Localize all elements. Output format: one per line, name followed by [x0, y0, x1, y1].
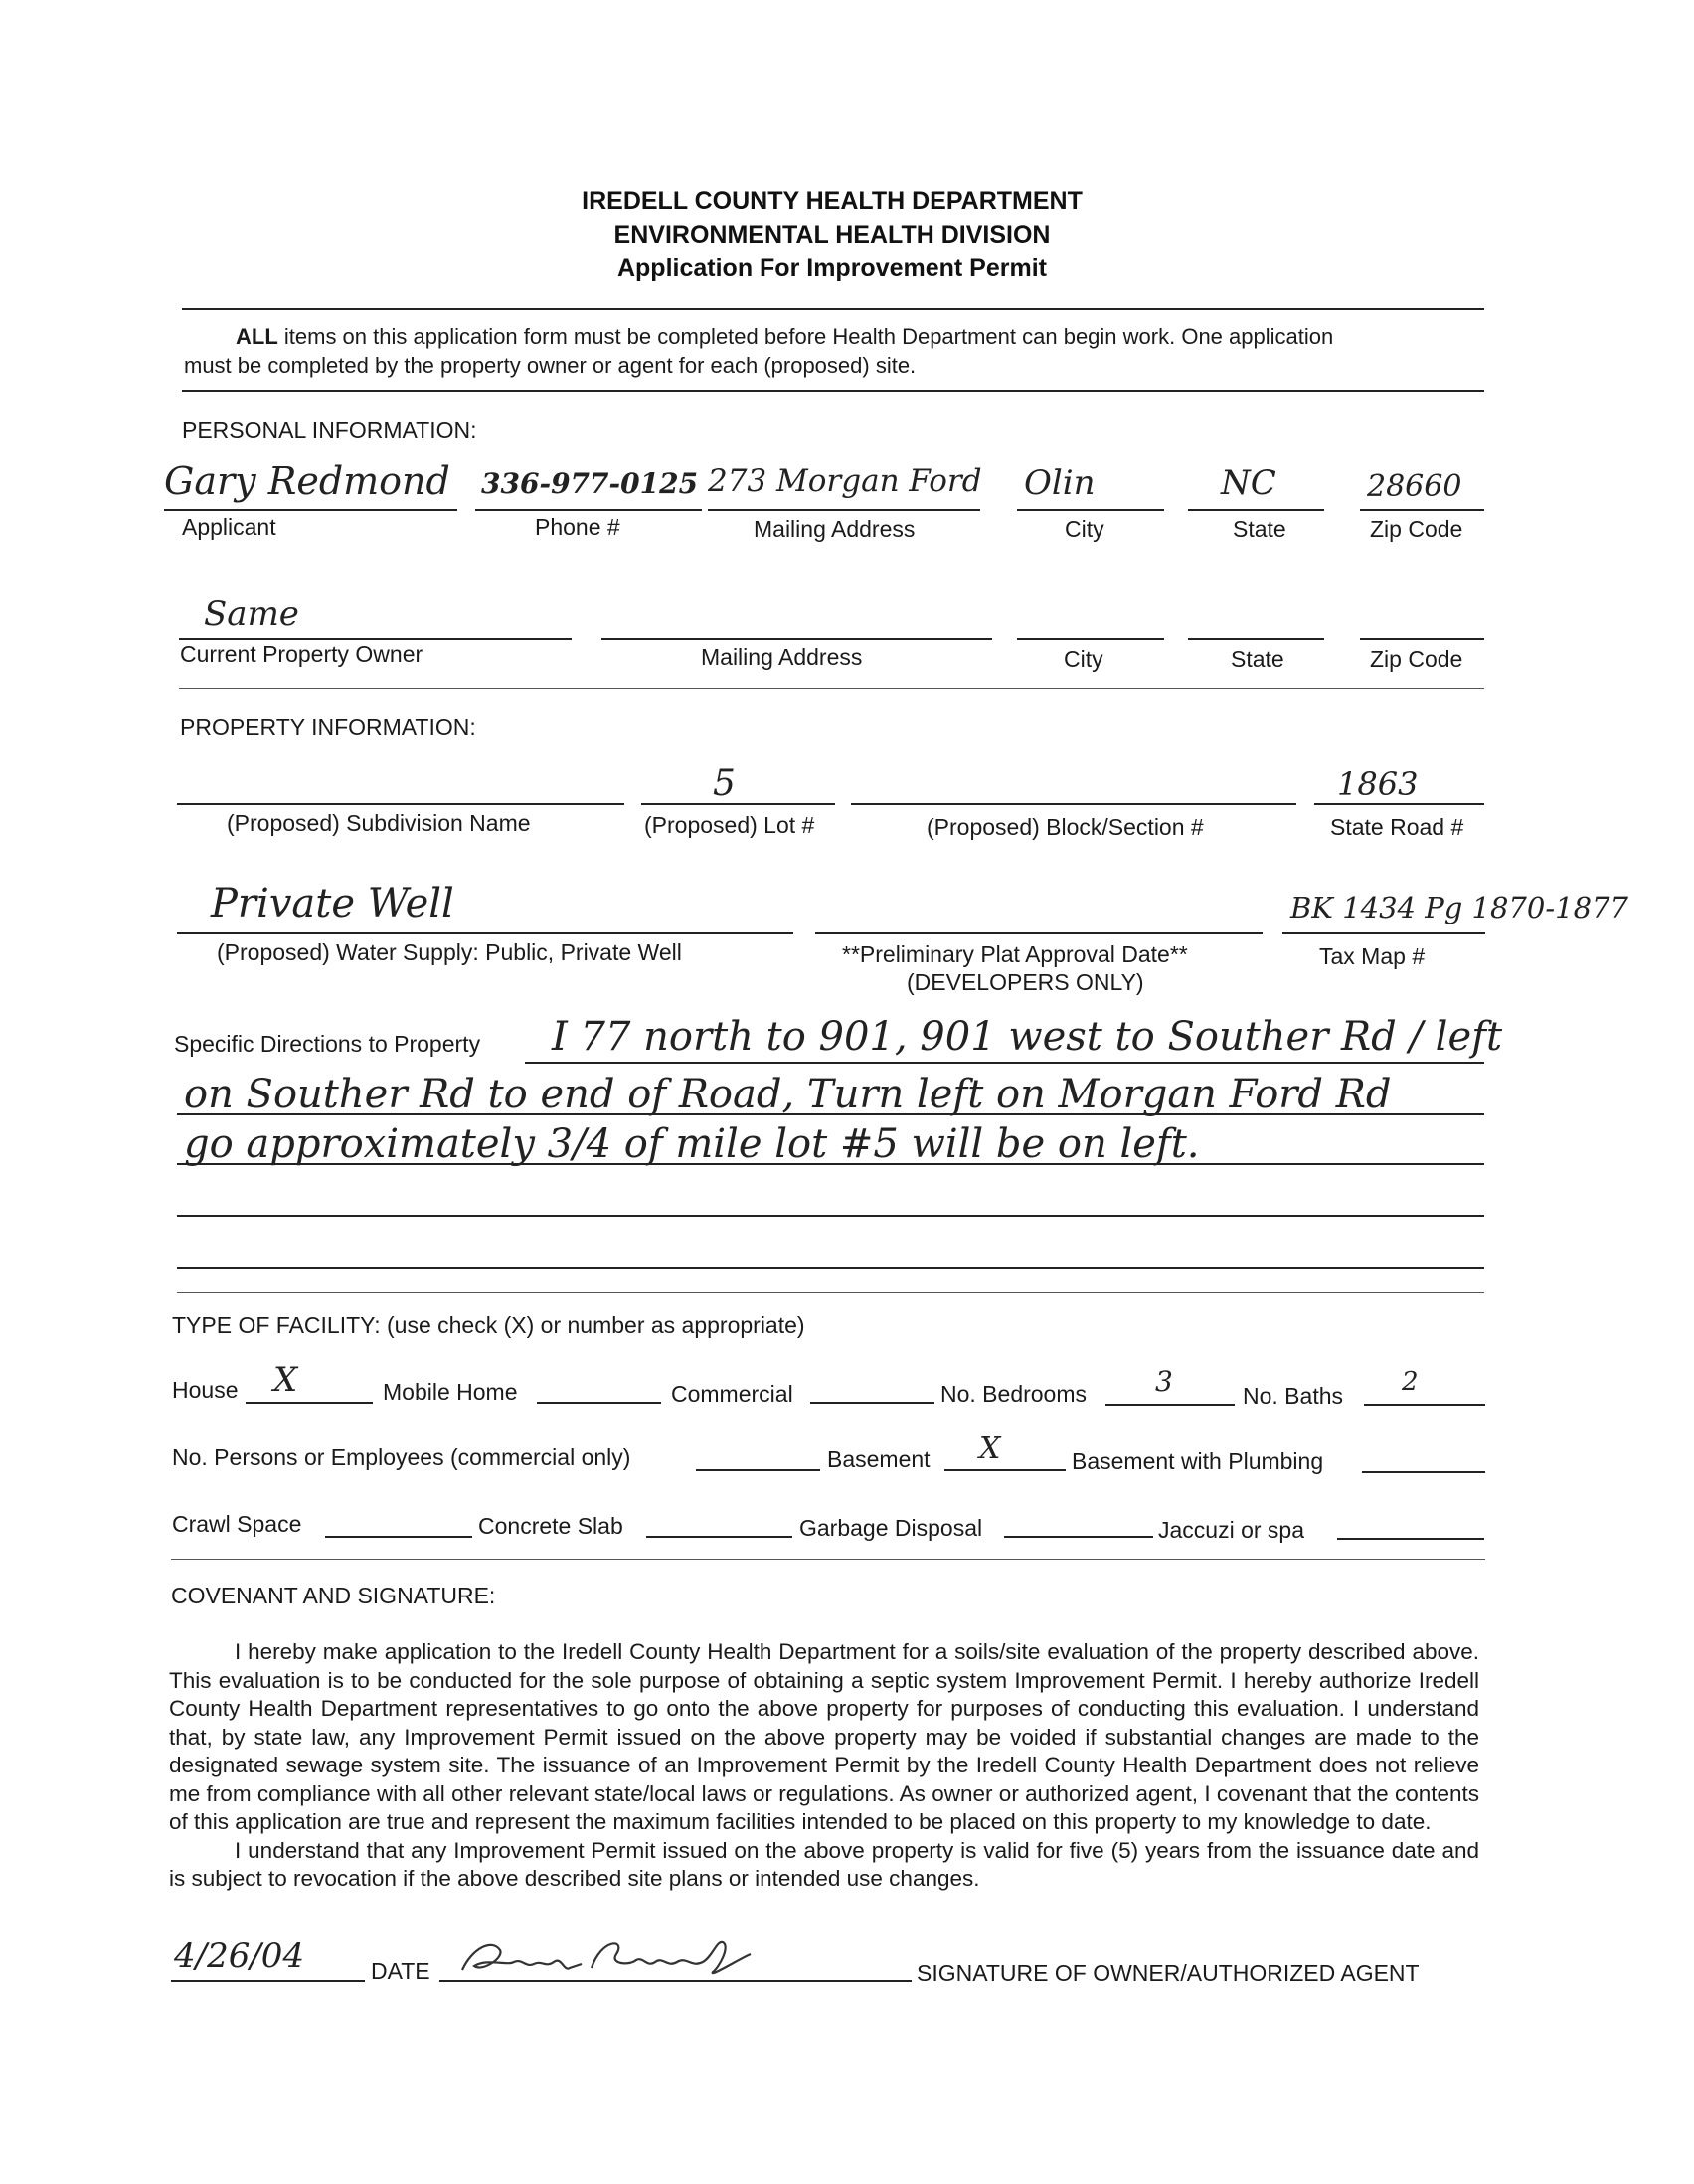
- water-supply-value: Private Well: [211, 881, 454, 926]
- applicant-phone-value: 336-977-0125: [481, 467, 699, 500]
- signature-label: SIGNATURE OF OWNER/AUTHORIZED AGENT: [917, 1960, 1420, 1986]
- lot-value: 5: [713, 763, 736, 804]
- applicant-label: Applicant: [182, 514, 276, 540]
- state-road-label: State Road #: [1330, 814, 1464, 840]
- owner-value: Same: [204, 594, 299, 634]
- current-owner-label: Current Property Owner: [180, 641, 424, 667]
- city-label: City: [1065, 516, 1104, 542]
- owner-signature: [452, 1929, 770, 1993]
- zip-code-label: Zip Code: [1370, 516, 1463, 542]
- crawl-space-label: Crawl Space: [172, 1511, 302, 1537]
- bedrooms-label: No. Bedrooms: [940, 1381, 1088, 1407]
- owner-state-label: State: [1231, 646, 1284, 672]
- garbage-disposal-label: Garbage Disposal: [799, 1515, 983, 1541]
- water-supply-label: (Proposed) Water Supply: Public, Private Well: [217, 939, 682, 965]
- commercial-label: Commercial: [671, 1381, 793, 1407]
- mobile-home-label: Mobile Home: [383, 1379, 518, 1405]
- mailing-address-label: Mailing Address: [754, 516, 916, 542]
- division-title: ENVIRONMENTAL HEALTH DIVISION: [613, 221, 1051, 249]
- basement-value: X: [979, 1431, 1001, 1466]
- property-info-heading: PROPERTY INFORMATION:: [180, 714, 476, 740]
- intro-line-1: [236, 324, 1333, 350]
- state-label: State: [1233, 516, 1286, 542]
- house-label: House: [172, 1377, 239, 1403]
- state-road-value: 1863: [1337, 765, 1419, 803]
- jacuzzi-label: Jaccuzi or spa: [1158, 1517, 1305, 1543]
- subdivision-label: (Proposed) Subdivision Name: [227, 810, 531, 836]
- tax-map-label: Tax Map #: [1319, 943, 1426, 969]
- house-value: X: [273, 1360, 298, 1400]
- baths-label: No. Baths: [1243, 1383, 1343, 1409]
- covenant-paragraph-1: I hereby make application to the Iredell County Health Department for a soils/site evaluation of the property described above. This evaluation is to be conducted for the sole purpose of obtaining a septic system Improvement Permit. I hereby authorize Iredell County Health Department representatives to go onto the above property for purposes of conducting this evaluation. I understand that, by state law, any Improvement Permit issued on the above property may be voided if substantial changes are made to the designated sewage system site. The issuance of an Improvement Permit by the Iredell County Health Department does not relieve me from compliance with all other relevant state/local laws or regulations. As owner or authorized agent, I covenant that the contents of this application are true and represent the maximum facilities intended to be placed on this property to my knowledge to date.: [169, 1639, 1479, 1834]
- applicant-city-value: Olin: [1024, 463, 1096, 503]
- owner-address-label: Mailing Address: [701, 644, 863, 670]
- owner-city-label: City: [1064, 646, 1103, 672]
- plat-approval-label: **Preliminary Plat Approval Date**: [842, 941, 1188, 967]
- covenant-paragraph-2: I understand that any Improvement Permit issued on the above property is valid for five (5) years from the issuance date and is subject to revocation if the above described site plans or intended use changes.: [169, 1837, 1479, 1891]
- directions-line-1: I 77 north to 901, 901 west to Souther Rd / left: [552, 1014, 1503, 1060]
- facility-heading: TYPE OF FACILITY: (use check (X) or number as appropriate): [172, 1312, 805, 1338]
- lot-label: (Proposed) Lot #: [644, 812, 815, 838]
- plat-developers-label: (DEVELOPERS ONLY): [907, 969, 1144, 995]
- tax-map-value: BK 1434 Pg 1870-1877: [1290, 891, 1628, 924]
- covenant-heading: COVENANT AND SIGNATURE:: [171, 1583, 496, 1608]
- covenant-text: [169, 1638, 1479, 1894]
- basement-plumbing-label: Basement with Plumbing: [1072, 1448, 1324, 1474]
- baths-value: 2: [1402, 1367, 1419, 1397]
- concrete-slab-label: Concrete Slab: [478, 1513, 623, 1539]
- basement-label: Basement: [827, 1446, 931, 1472]
- department-title: IREDELL COUNTY HEALTH DEPARTMENT: [582, 187, 1083, 215]
- applicant-zip-value: 28660: [1367, 469, 1462, 504]
- directions-line-3: go approximately 3/4 of mile lot #5 will be on left.: [184, 1121, 1200, 1167]
- block-section-label: (Proposed) Block/Section #: [927, 814, 1204, 840]
- bedrooms-value: 3: [1155, 1365, 1173, 1398]
- phone-label: Phone #: [535, 514, 620, 540]
- applicant-state-value: NC: [1221, 463, 1276, 503]
- date-value: 4/26/04: [174, 1936, 305, 1976]
- intro-line-1-text: items on this application form must be completed before Health Department can begin work. One application: [277, 324, 1334, 349]
- personal-info-heading: PERSONAL INFORMATION:: [182, 418, 477, 443]
- applicant-address-value: 273 Morgan Ford: [708, 463, 982, 499]
- date-label: DATE: [371, 1958, 430, 1984]
- owner-zip-label: Zip Code: [1370, 646, 1463, 672]
- directions-label: Specific Directions to Property: [174, 1031, 481, 1057]
- persons-label: No. Persons or Employees (commercial only): [172, 1444, 631, 1470]
- intro-line-2: must be completed by the property owner or agent for each (proposed) site.: [184, 353, 917, 378]
- directions-line-2: on Souther Rd to end of Road, Turn left on Morgan Ford Rd: [184, 1072, 1392, 1117]
- applicant-name-value: Gary Redmond: [164, 459, 450, 503]
- form-title: Application For Improvement Permit: [616, 254, 1047, 282]
- intro-bold-word: ALL: [236, 324, 278, 349]
